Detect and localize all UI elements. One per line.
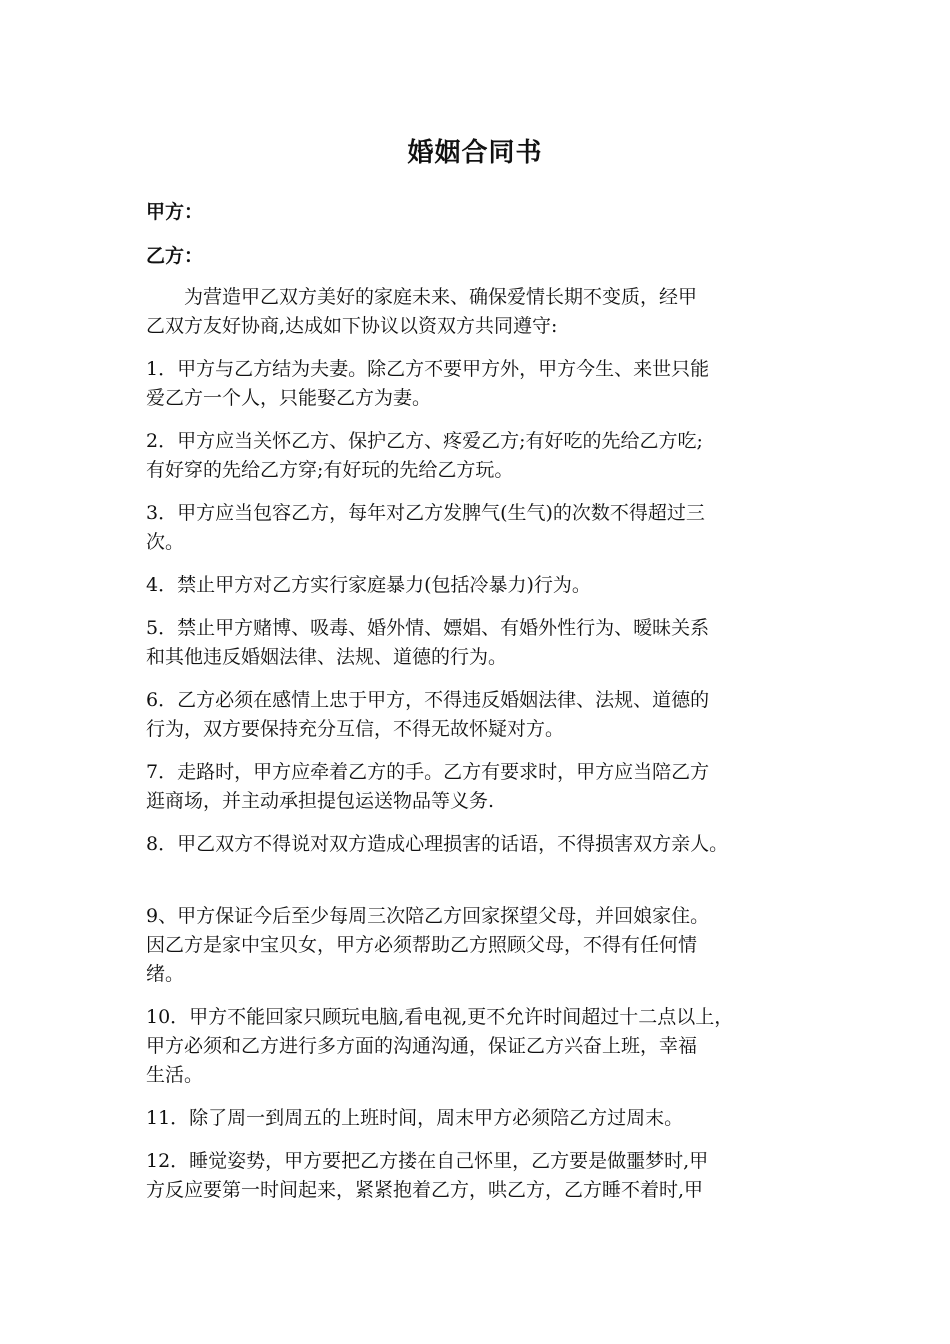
clause-3: 3．甲方应当包容乙方，每年对乙方发脾气(生气)的次数不得超过三 次。 (146, 502, 705, 553)
clause-11: 11．除了周一到周五的上班时间，周末甲方必须陪乙方过周末。 (146, 1107, 684, 1129)
intro-paragraph: 为营造甲乙双方美好的家庭未来、确保爱情长期不变质，经甲 乙双方友好协商,达成如下协议以资双方共同遵守: (146, 286, 698, 337)
clause-2: 2．甲方应当关怀乙方、保护乙方、疼爱乙方;有好吃的先给乙方吃; 有好穿的先给乙方穿;有好玩的先给乙方玩。 (146, 430, 703, 481)
document-title: 婚姻合同书 (407, 138, 543, 168)
clause-1: 1．甲方与乙方结为夫妻。除乙方不要甲方外，甲方今生、来世只能 爱乙方一个人，只能娶乙方为妻。 (146, 358, 710, 409)
clause-5: 5．禁止甲方赌博、吸毒、婚外情、嫖娼、有婚外性行为、暧昧关系 和其他违反婚姻法律、法规、道德的行为。 (146, 617, 710, 668)
clause-4: 4．禁止甲方对乙方实行家庭暴力(包括冷暴力)行为。 (146, 574, 591, 596)
clause-6: 6．乙方必须在感情上忠于甲方，不得违反婚姻法律、法规、道德的 行为，双方要保持充分互信，不得无故怀疑对方。 (146, 689, 710, 740)
clause-7: 7．走路时，甲方应牵着乙方的手。乙方有要求时，甲方应当陪乙方 逛商场，并主动承担提包运送物品等义务. (146, 761, 710, 812)
clause-9: 9、甲方保证今后至少每周三次陪乙方回家探望父母，并回娘家住。 因乙方是家中宝贝女，甲方必须帮助乙方照顾父母，不得有任何情 绪。 (146, 905, 710, 985)
party-a-label: 甲方： (146, 201, 204, 223)
clause-12: 12．睡觉姿势，甲方要把乙方搂在自己怀里，乙方要是做噩梦时,甲 方反应要第一时间起来，紧紧抱着乙方，哄乙方，乙方睡不着时,甲 (146, 1150, 709, 1201)
document-body (146, 283, 822, 1219)
party-b-label: 乙方： (146, 245, 204, 267)
clause-8: 8．甲乙双方不得说对双方造成心理损害的话语，不得损害双方亲人。 (146, 833, 729, 855)
clause-10: 10．甲方不能回家只顾玩电脑,看电视,更不允许时间超过十二点以上， 甲方必须和乙方进行多方面的沟通沟通，保证乙方兴奋上班，幸福 生活。 (146, 1006, 734, 1086)
